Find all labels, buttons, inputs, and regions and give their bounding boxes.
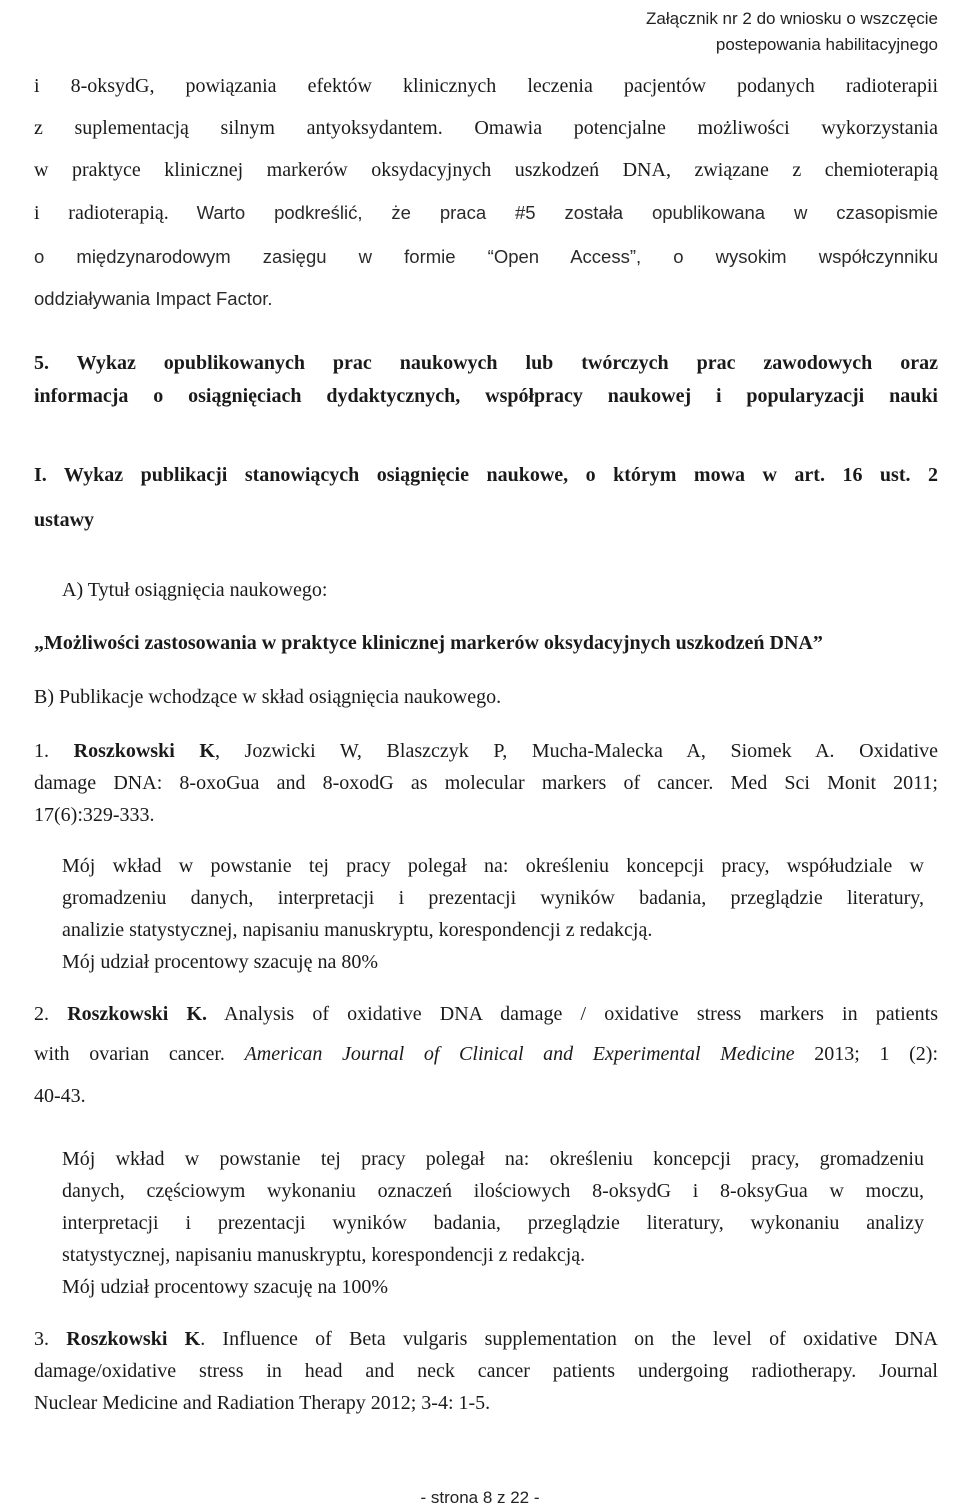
citation-line: Nuclear Medicine and Radiation Therapy 2012; 3-4: 1-5. [34, 1392, 491, 1414]
achievement-title: „Możliwości zastosowania w praktyce klinicznej markerów oksydacyjnych uszkodzeń DNA” [34, 632, 823, 654]
page-header [646, 6, 938, 58]
citation-line: 1. Roszkowski K, Jozwicki W, Blaszczyk P, Mucha-Malecka A, Siomek A. Oxidative [34, 740, 939, 762]
author-name: Roszkowski K [73, 740, 215, 762]
heading-line: I. Wykaz publikacji stanowiących osiągnięcie naukowe, o którym mowa w art. 16 ust. 2 [34, 464, 938, 486]
citation-line: 2. Roszkowski K. Analysis of oxidative DNA damage / oxidative stress markers in patients [34, 1003, 938, 1025]
intro-line: w praktyce klinicznej markerów oksydacyjnych uszkodzeń DNA, związane z chemioterapią [34, 159, 938, 181]
contribution-line: statystycznej, napisaniu manuskryptu, korespondencji z redakcją. [62, 1244, 586, 1266]
journal-name: American Journal of Clinical and Experimental Medicine [244, 1043, 795, 1065]
contribution-line: Mój wkład w powstanie tej pracy polegał na: określeniu koncepcji pracy, gromadzeniu [62, 1148, 924, 1170]
section-a-heading: A) Tytuł osiągnięcia naukowego: [62, 579, 328, 601]
intro-line: oddziaływania Impact Factor. [34, 288, 273, 309]
intro-line: o międzynarodowym zasięgu w formie “Open Access”, o wysokim współczynniku [34, 246, 938, 267]
intro-line: i 8-oksydG, powiązania efektów klinicznych leczenia pacjentów podanych radioterapii [34, 75, 938, 97]
heading-line: ustawy [34, 509, 95, 531]
share-line: Mój udział procentowy szacuję na 100% [62, 1276, 389, 1298]
intro-line: i radioterapią. Warto podkreślić, że praca #5 została opublikowana w czasopismie [34, 202, 939, 224]
share-line: Mój udział procentowy szacuję na 80% [62, 951, 379, 973]
header-line-2: postepowania habilitacyjnego [715, 35, 938, 54]
citation-line: damage DNA: 8-oxoGua and 8-oxodG as molecular markers of cancer. Med Sci Monit 2011; [34, 772, 938, 794]
citation-line: 17(6):329-333. [34, 804, 155, 826]
citation-line: damage/oxidative stress in head and neck cancer patients undergoing radiotherapy. Journal [34, 1360, 938, 1382]
contribution-line: analizie statystycznej, napisaniu manuskryptu, korespondencji z redakcją. [62, 919, 653, 941]
citation-line: 3. Roszkowski K. Influence of Beta vulgaris supplementation on the level of oxidative DNA [34, 1328, 938, 1350]
heading-line: informacja o osiągnięciach dydaktycznych, współpracy naukowej i popularyzacji nauki [34, 385, 938, 407]
author-name: Roszkowski K. [67, 1003, 208, 1025]
contribution-line: interpretacji i prezentacji wyników badania, przeglądzie literatury, wykonaniu analizy [62, 1212, 924, 1234]
section-b-heading: B) Publikacje wchodzące w skład osiągnięcia naukowego. [34, 686, 502, 708]
contribution-line: danych, częściowym wykonaniu oznaczeń ilościowych 8-oksydG i 8-oksyGua w moczu, [62, 1180, 924, 1202]
citation-line: 40-43. [34, 1085, 86, 1107]
contribution-line: Mój wkład w powstanie tej pracy polegał na: określeniu koncepcji pracy, współudziale w [62, 855, 924, 877]
header-line-1: Załącznik nr 2 do wniosku o wszczęcie [646, 9, 938, 28]
citation-line: with ovarian cancer. American Journal of Clinical and Experimental Medicine 2013; 1 (2): [34, 1043, 939, 1065]
page-footer: - strona 8 z 22 - [420, 1488, 540, 1507]
intro-line: z suplementacją silnym antyoksydantem. Omawia potencjalne możliwości wykorzystania [34, 117, 938, 139]
author-name: Roszkowski K [66, 1328, 201, 1350]
heading-line: 5. Wykaz opublikowanych prac naukowych lub twórczych prac zawodowych oraz [34, 352, 938, 374]
contribution-line: gromadzeniu danych, interpretacji i prezentacji wyników badania, przeglądzie literatury, [62, 887, 924, 909]
